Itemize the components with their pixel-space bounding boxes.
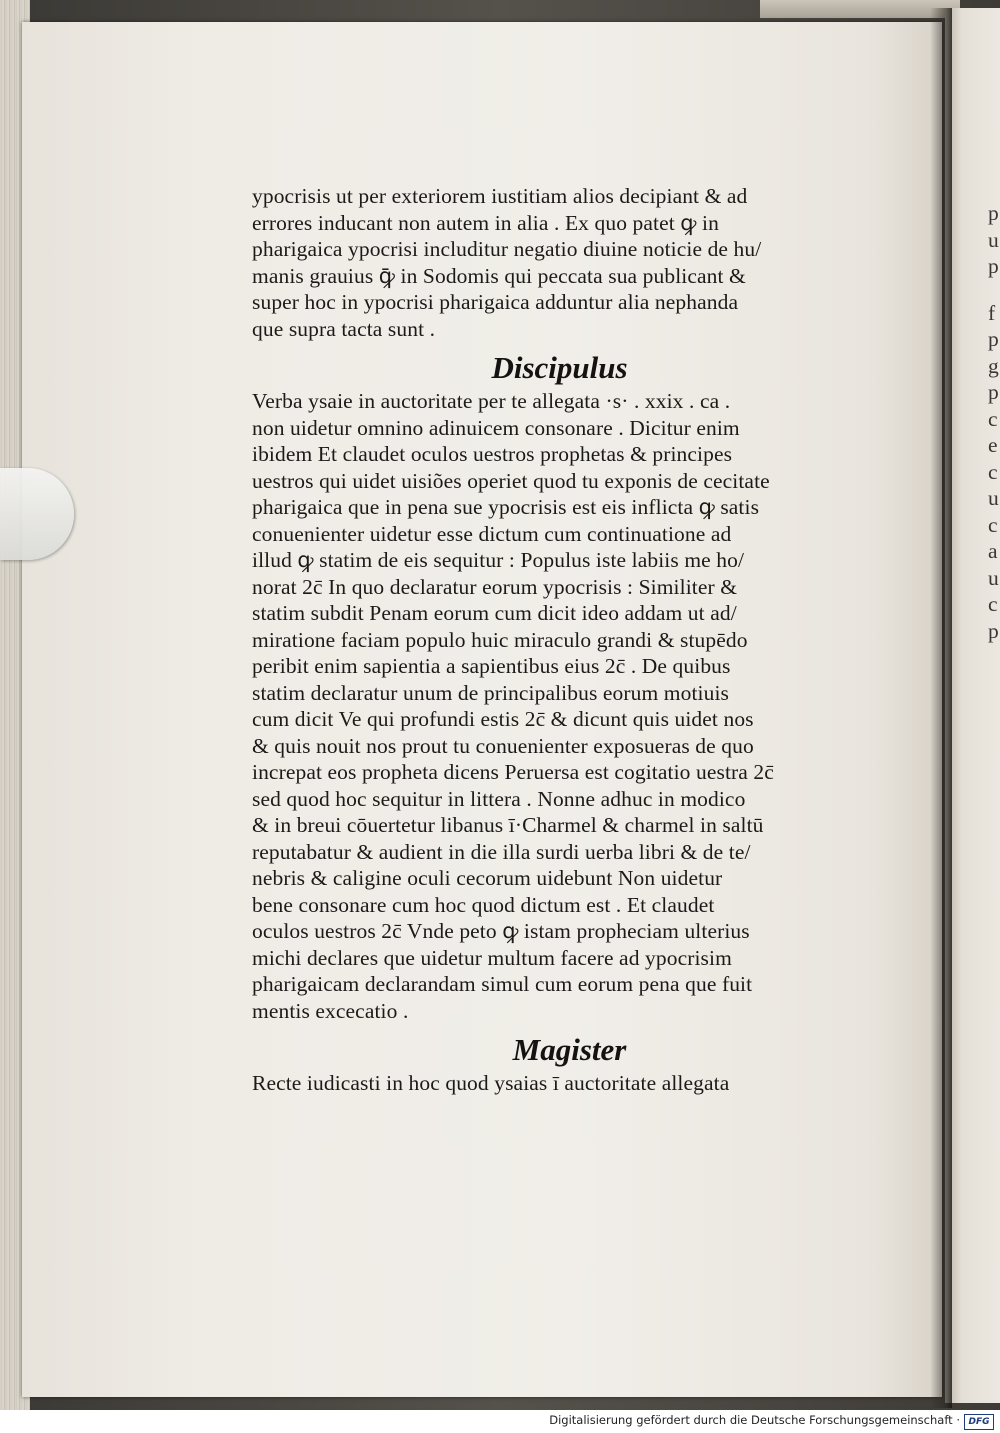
text-line: que supra tacta sunt . <box>252 316 436 341</box>
gutter-shadow <box>930 8 952 1408</box>
facing-fragment: f <box>988 300 996 325</box>
facing-fragment: g <box>988 353 999 378</box>
text-line: michi declares que uidetur multum facere ad ypocrisim <box>252 945 732 970</box>
text-line: cum dicit Ve qui profundi estis 2c̄ & dicunt quis uidet nos <box>252 707 754 731</box>
facing-fragment: p <box>988 254 999 278</box>
section-heading-magister: Magister <box>512 1032 627 1067</box>
section-heading-discipulus: Discipulus <box>491 350 628 385</box>
footer-bar <box>0 1410 1000 1433</box>
text-line: norat 2c̄ In quo declaratur eorum ypocrisis : Similiter & <box>252 574 738 599</box>
facing-fragment: p <box>988 380 999 404</box>
text-line: nebris & caligine oculi cecorum uidebunt Non uidetur <box>252 866 723 890</box>
text-line: uestros qui uidet uisiões operiet quod tu exponis de cecitate <box>252 468 770 493</box>
dfg-logo: DFG <box>964 1414 994 1430</box>
facing-fragment: u <box>988 565 999 590</box>
text-line: Recte iudicasti in hoc quod ysaias ī auctoritate allegata <box>252 1071 730 1095</box>
text-line: & in breui cōuertetur libanus ī·Charmel & charmel in saltū <box>252 813 764 837</box>
facing-fragment: e <box>988 433 998 457</box>
facing-fragment: p <box>988 327 999 351</box>
text-line: errores inducant non autem in alia . Ex quo patet ꝙ in <box>252 210 719 235</box>
text-line: conuenienter uidetur esse dictum cum continuatione ad <box>252 521 732 546</box>
text-line: statim subdit Penam eorum cum dicit ideo addam ut ad/ <box>252 601 737 625</box>
facing-fragment: a <box>988 539 998 563</box>
text-line: Verba ysaie in auctoritate per te allegata ·s· . xxix . ca . <box>252 389 731 413</box>
text-line: sed quod hoc sequitur in littera . Nonne adhuc in modico <box>252 786 746 811</box>
facing-fragment: c <box>988 512 998 537</box>
text-line: ibidem Et claudet oculos uestros prophetas & principes <box>252 442 733 466</box>
text-line: ypocrisis ut per exteriorem iustitiam alios decipiant & ad <box>252 184 748 208</box>
text-line: non uidetur omnino adinuicem consonare . Dicitur enim <box>252 415 740 440</box>
text-line: & quis nouit nos prout tu conuenienter exposueras de quo <box>252 733 754 758</box>
text-line: super hoc in ypocrisi pharigaica adduntur alia nephanda <box>252 290 739 314</box>
facing-fragment: c <box>988 592 998 616</box>
text-line: pharigaicam declarandam simul cum eorum pena que fuit <box>252 972 753 996</box>
text-line: manis grauius ꝙ̄ in Sodomis qui peccata sua publicant & <box>252 263 746 288</box>
text-line: statim declaratur unum de principalibus eorum motiuis <box>252 680 729 705</box>
text-line: pharigaica que in pena sue ypocrisis est eis inflicta ꝙ satis <box>252 495 760 519</box>
text-line: increpat eos propheta dicens Peruersa est cogitatio uestra 2c̄ <box>252 760 774 784</box>
text-line: oculos uestros 2c̄ Vnde peto ꝙ istam propheciam ulterius <box>252 919 750 943</box>
text-line: mentis excecatio . <box>252 998 409 1023</box>
text-line: bene consonare cum hoc quod dictum est . Et claudet <box>252 892 715 917</box>
page-text-block <box>252 183 827 1097</box>
text-line: miratione faciam populo huic miraculo grandi & stupēdo <box>252 627 748 652</box>
text-line: pharigaica ypocrisi includitur negatio diuine noticie de hu/ <box>252 237 762 261</box>
footer-credit: Digitalisierung gefördert durch die Deutsche Forschungsgemeinschaft · <box>549 1413 960 1427</box>
facing-fragment: u <box>988 486 999 510</box>
facing-fragment: p <box>988 618 999 643</box>
facing-page-text <box>988 200 1000 644</box>
text-line: peribit enim sapientia a sapientibus eius 2c̄ . De quibus <box>252 654 731 678</box>
facing-fragment: c <box>988 406 998 431</box>
facing-fragment: p <box>988 201 999 225</box>
text-line: illud ꝙ statim de eis sequitur : Populus iste labiis me ho/ <box>252 548 745 572</box>
facing-fragment: c <box>988 459 998 484</box>
facing-fragment: u <box>988 227 999 252</box>
text-line: reputabatur & audient in die illa surdi uerba libri & de te/ <box>252 839 751 864</box>
